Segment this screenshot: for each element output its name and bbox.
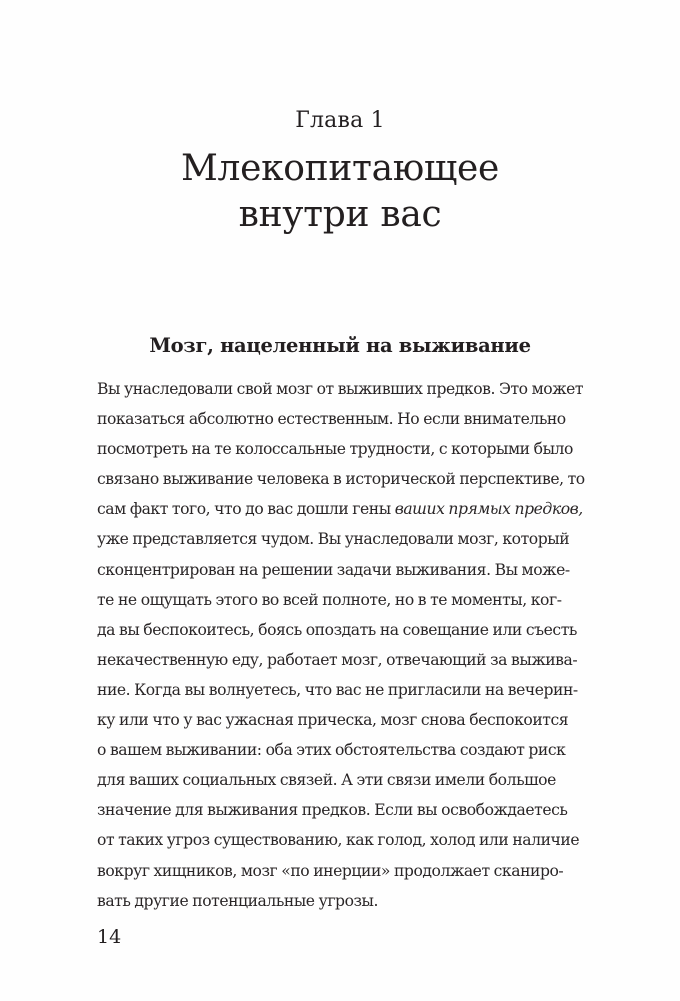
text-line: посмотреть на те колоссальные трудности, с которыми было xyxy=(97,440,573,459)
text-line: ку или что у вас ужасная прическа, мозг снова беспокоится xyxy=(97,711,569,730)
italic-emphasis: ваших прямых предков, xyxy=(394,500,583,519)
text-line: Вы унаследовали свой мозг от выживших предков. Это может xyxy=(97,380,584,398)
text-line: значение для выживания предков. Если вы освобождаетесь xyxy=(97,801,568,820)
text-line: сконцентрирован на решении задачи выживания. Вы може- xyxy=(97,560,570,579)
text-line: о вашем выживании: оба этих обстоятельства создают риск xyxy=(97,741,566,760)
text-line: вать другие потенциальные угрозы. xyxy=(97,891,379,910)
text-run: сам факт того, что до вас дошли гены xyxy=(97,500,395,519)
text-line: те не ощущать этого во всей полноте, но в те моменты, ког- xyxy=(97,590,562,609)
text-line: для ваших социальных связей. А эти связи имели большое xyxy=(97,771,556,790)
text-line: вокруг хищников, мозг «по инерции» продолжает сканиро- xyxy=(97,861,564,880)
chapter-title-line: Млекопитающее xyxy=(180,148,500,189)
chapter-title-line: внутри вас xyxy=(238,194,442,235)
text-line: некачественную еду, работает мозг, отвечающий за выжива- xyxy=(97,650,578,669)
text-line: да вы беспокоитесь, боясь опоздать на совещание или съесть xyxy=(97,620,577,639)
chapter-title xyxy=(0,146,680,238)
page-number: 14 xyxy=(97,926,122,948)
text-line: показаться абсолютно естественным. Но если внимательно xyxy=(97,410,566,429)
section-heading: Мозг, нацеленный на выживание xyxy=(149,334,531,357)
chapter-label: Глава 1 xyxy=(295,108,385,133)
text-line: от таких угроз существованию, как голод, холод или наличие xyxy=(97,831,580,850)
text-line: связано выживание человека в исторической перспективе, то xyxy=(97,470,585,489)
text-line xyxy=(97,494,597,524)
body-paragraph xyxy=(97,374,597,916)
text-line: ние. Когда вы волнуетесь, что вас не пригласили на вечерин- xyxy=(97,680,578,699)
text-line: уже представляется чудом. Вы унаследовали мозг, который xyxy=(97,530,570,549)
